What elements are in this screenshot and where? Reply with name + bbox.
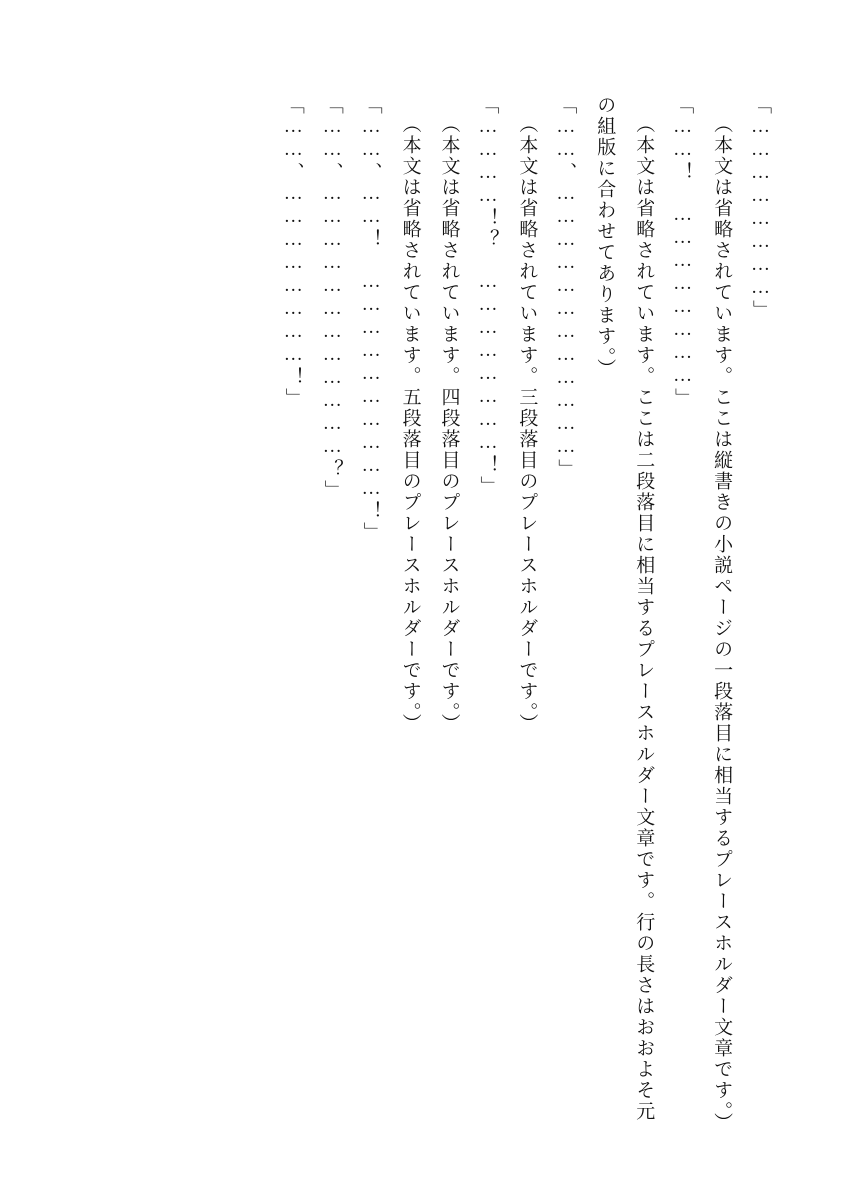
paragraph: （本文は省略されています。四段落目のプレースホルダーです。）	[438, 114, 460, 735]
paragraph: （本文は省略されています。ここは二段落目に相当するプレースホルダー文章です。行の長さはおおよそ元の組版に合わせてあります。）	[594, 95, 655, 1122]
vertical-text-flow	[60, 95, 779, 1140]
paragraph: 「……………………」	[750, 95, 771, 321]
paragraph: 「……、………………………………」	[555, 95, 577, 480]
paragraph: 「……、………………………………？」	[321, 95, 343, 501]
paragraph: 「……！ ……………………」	[672, 95, 694, 409]
paragraph: 「……、……………………！」	[282, 95, 304, 409]
paragraph: （本文は省略されています。ここは縦書きの小説ページの一段落目に相当するプレースホルダー文章です。）	[711, 114, 733, 1134]
paragraph: （本文は省略されています。五段落目のプレースホルダーです。）	[399, 114, 421, 735]
paragraph: （本文は省略されています。三段落目のプレースホルダーです。）	[516, 114, 538, 735]
paragraph: 「……、……！ …………………………！」	[360, 95, 382, 543]
paragraph: 「…………！？ ……………………！」	[477, 95, 499, 497]
